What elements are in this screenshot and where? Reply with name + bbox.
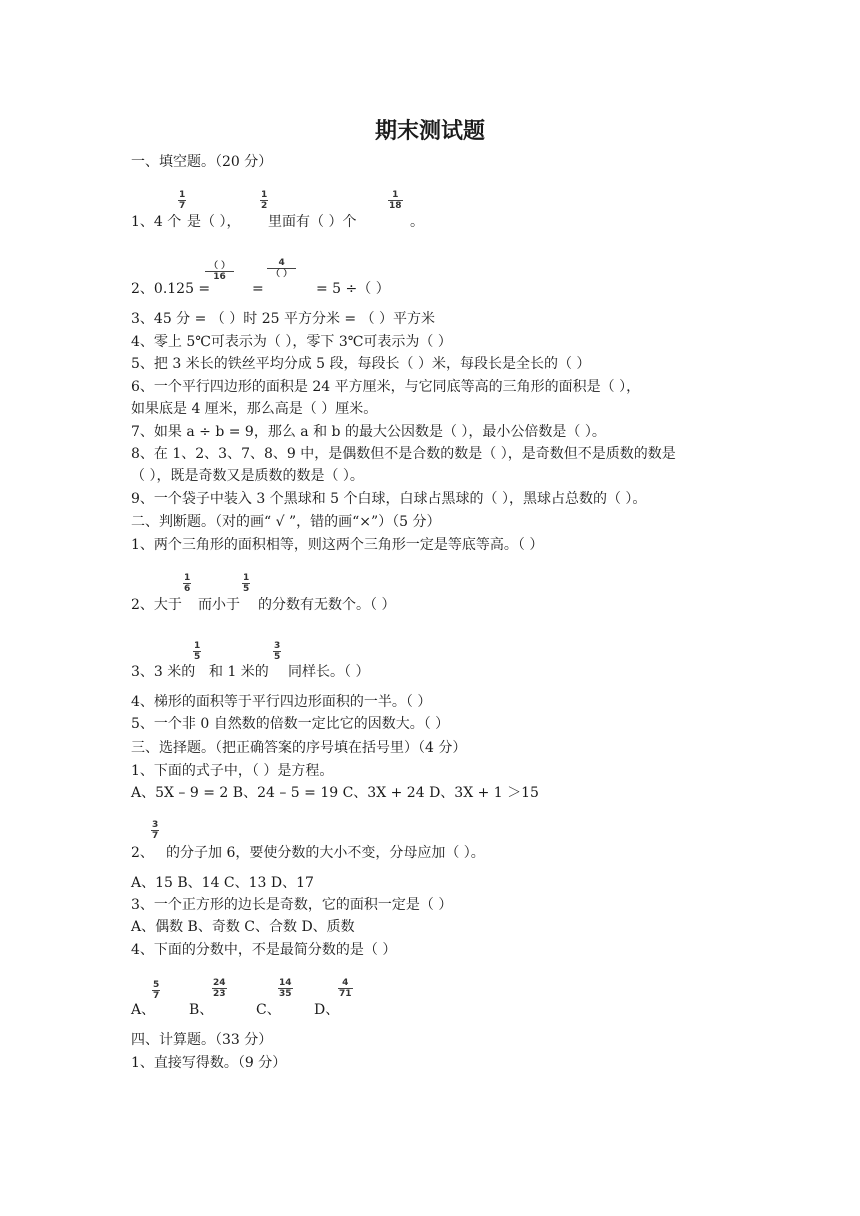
question-1-6-cont: 如果底是 4 厘米，那么高是（ ）厘米。 — [131, 401, 378, 417]
fraction: （ ） 16 — [205, 261, 234, 282]
question-3-1-options: A、5X – 9 = 2 B、24 – 5 = 19 C、3X + 24 D、3X + 1 ＞15 — [131, 785, 539, 801]
fraction: $\frac{1}{7}$ — [179, 190, 186, 211]
section-header-choice: 三、选择题。（把正确答案的序号填在括号里）（4 分） — [131, 740, 467, 756]
page-title: 期末测试题 — [374, 119, 485, 144]
question-3-3-options: A、偶数 B、奇数 C、合数 D、质数 — [131, 919, 355, 935]
fraction: $\frac{1}{5}$ — [194, 641, 201, 662]
question-1-7: 7、如果 a ÷ b = 9，那么 a 和 b 的最大公因数是（ ），最小公倍数是（ ）。 — [131, 424, 606, 440]
question-1-6: 6、一个平行四边形的面积是 24 平方厘米，与它同底等高的三角形的面积是（ ）， — [131, 379, 641, 395]
question-1-8-cont: （ ），既是奇数又是质数的数是（ ）。 — [131, 468, 364, 484]
question-4-1: 1、直接写得数。（9 分） — [131, 1055, 287, 1071]
fraction: $\frac{1}{18}$ — [389, 190, 402, 211]
fraction: 4 （ ） — [267, 258, 296, 279]
question-2-4: 4、梯形的面积等于平行四边形面积的一半。（ ） — [131, 694, 432, 710]
fraction: $\frac{5}{7}$ — [153, 980, 160, 1001]
fraction: $\frac{1}{2}$ — [261, 190, 268, 211]
question-3-3: 3、一个正方形的边长是奇数，它的面积一定是（ ） — [131, 897, 453, 913]
question-1-8: 8、在 1、2、3、7、8、9 中，是偶数但不是合数的数是（ ），是奇数但不是质数的数是 — [131, 446, 676, 462]
section-header-calculation: 四、计算题。（33 分） — [131, 1032, 273, 1048]
fraction: $\frac{3}{5}$ — [274, 641, 281, 662]
question-1-3: 3、45 分 = （ ）时 25 平方分米 = （ ）平方米 — [131, 311, 436, 327]
question-2-1: 1、两个三角形的面积相等，则这两个三角形一定是等底等高。（ ） — [131, 537, 544, 553]
section-header-true-false: 二、判断题。（对的画“ √ ”，错的画“×”）（5 分） — [131, 514, 441, 530]
question-3-2-options: A、15 B、14 C、13 D、17 — [131, 875, 314, 891]
fraction: $\frac{3}{7}$ — [152, 820, 159, 841]
fraction: $\frac{24}{23}$ — [213, 978, 226, 999]
question-1-5: 5、把 3 米长的铁丝平均分成 5 段，每段长（ ）米，每段长是全长的（ ） — [131, 356, 591, 372]
exam-page: 期末测试题 一、填空题。（20 分） 1、4 个 $\frac{1}{7}$ 是（ ）， $\frac{1}{2}$ 里面有（ ）个 $\frac{1}{18}$ 。 2、0.125 = （ ） 16 = 4 （ ） = 5 ÷（ ） 3、45 分 = （ ）时 25 平方分米 = （ ）平方米 4、零上 5℃可表示为（ ），零下 3℃可表示为（ ） 5、把 3 米长的铁丝平均分成 5 段，每段长（ ）米，每段长是全长的（ ） 6、一个平行四边形的面积是 24 平方厘米，与它同底等高的三角形的面积是（ ）， 如果底是 4 厘米，那么高是（ ）厘米。 7、如果 a ÷ b = 9，那么 a 和 b 的最大公因数是（ ），最小公倍数是（ ）。 8、在 1、2、3、7、8、9 中，是偶数但不是合数的数是（ ），是奇数但不是质数的数是 （ ），既是奇数又是质数的数是（ ）。 9、一个袋子中装入 3 个黑球和 5 个白球，白球占黑球的（ ），黑球占总数的（ ）。 二、判断题。（对的画“ √ ”，错的画“×”）（5 分） 1、两个三角形的面积相等，则这两个三角形一定是等底等高。（ ） 2、大于 $\frac{1}{6}$ 而小于 $\frac{1}{5}$ 的分数有无数个。（ ） 3、3 米的 $\frac{1}{5}$ 和 1 米的 $\frac{3}{5}$ 同样长。（ ） 4、梯形的面积等于平行四边形面积的一半。（ ） 5、一个非 0 自然数的倍数一定比它的因数大。（ ） 三、选择题。（把正确答案的序号填在括号里）（4 分） 1、下面的式子中，（ ）是方程。 A、5X – 9 = 2 B、24 – 5 = 19 C、3X + 24 D、3X + 1 ＞15 2、 $\frac{3}{7}$ 的分子加 6，要使分数的大小不变，分母应加（ ）。 A、15 B、14 C、13 D、17 3、一个正方形的边长是奇数，它的面积一定是（ ） A、偶数 B、奇数 C、合数 D、质数 4、下面的分数中，不是最简分数的是（ ） A、 $\frac{5}{7}$ B、 $\frac{24}{23}$ C、 $\frac{14}{35}$ D、 $\frac{4}{71}$ 四、计算题。（33 分） 1、直接写得数。（9 分） — [0, 0, 860, 1216]
question-3-1: 1、下面的式子中，（ ）是方程。 — [131, 763, 334, 779]
fraction: $\frac{1}{6}$ — [184, 573, 191, 594]
question-1-9: 9、一个袋子中装入 3 个黑球和 5 个白球，白球占黑球的（ ），黑球占总数的（ ）。 — [131, 491, 647, 507]
fraction: $\frac{1}{5}$ — [243, 573, 250, 594]
question-2-5: 5、一个非 0 自然数的倍数一定比它的因数大。（ ） — [131, 716, 450, 732]
section-header-fill-blank: 一、填空题。（20 分） — [131, 154, 273, 170]
fraction: $\frac{4}{71}$ — [339, 978, 352, 999]
question-1-4: 4、零上 5℃可表示为（ ），零下 3℃可表示为（ ） — [131, 334, 452, 350]
fraction: $\frac{14}{35}$ — [279, 978, 292, 999]
question-3-4: 4、下面的分数中，不是最简分数的是（ ） — [131, 942, 397, 958]
